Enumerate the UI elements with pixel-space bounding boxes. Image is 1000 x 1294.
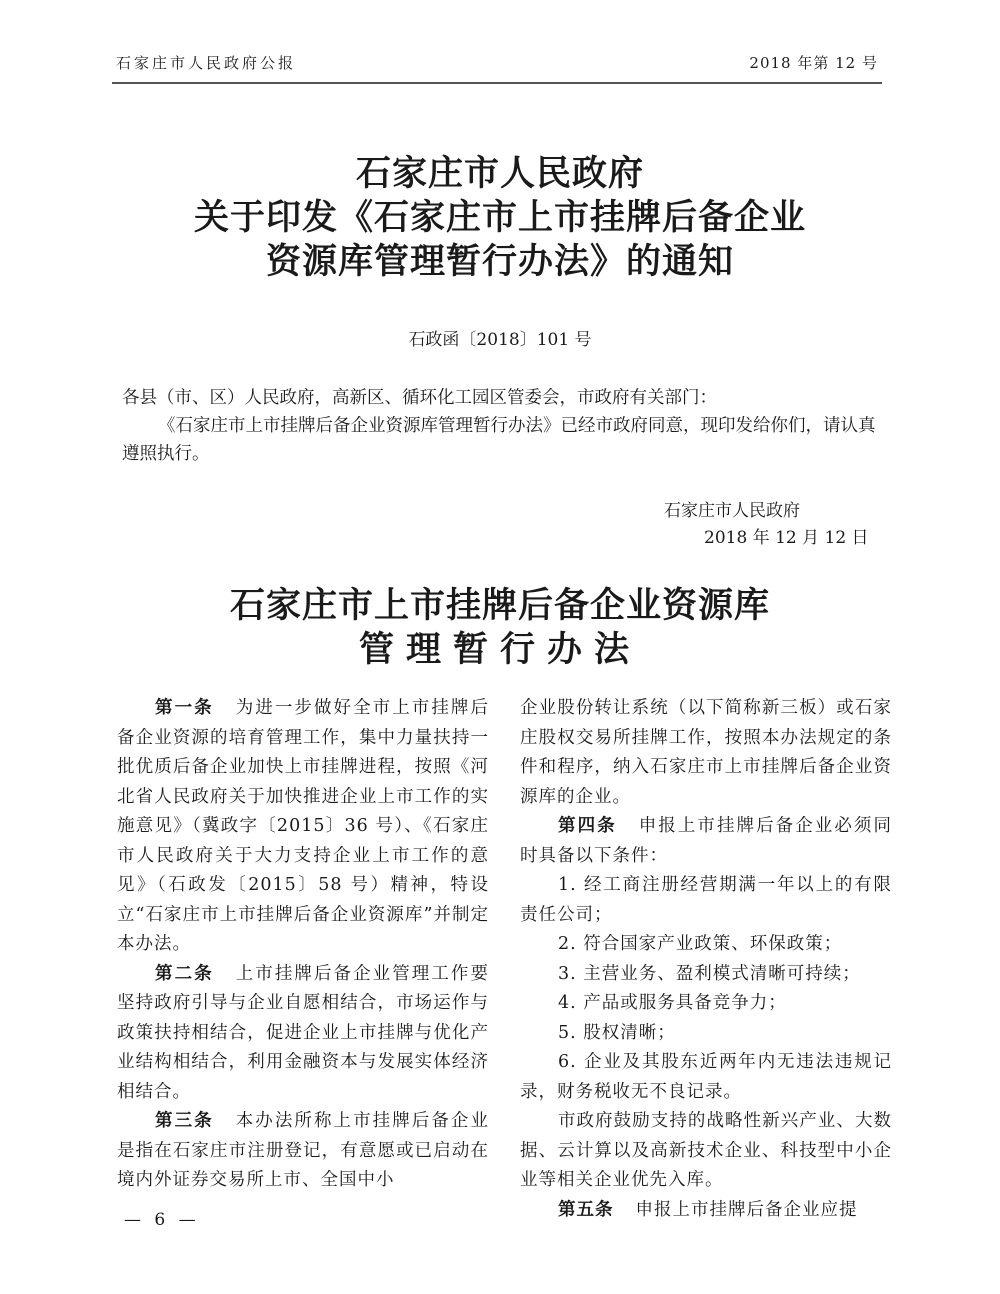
article-text: 申报上市挂牌后备企业必须同时具备以下条件： — [520, 816, 893, 866]
page-number: — 6 — — [124, 1210, 200, 1230]
article-label: 第三条 — [155, 1111, 214, 1131]
running-header — [112, 52, 882, 76]
publication-name: 石家庄市人民政府公报 — [116, 54, 297, 72]
document-number: 石政函〔2018〕101 号 — [408, 330, 592, 350]
measures-title-line: 管理暂行办法 — [358, 629, 641, 670]
article-label: 第二条 — [155, 963, 214, 984]
article-4 — [520, 812, 892, 871]
condition-item: 2. 符合国家产业政策、环保政策； — [558, 934, 843, 954]
issue-number: 2018 年第 12 号 — [749, 54, 878, 72]
article-text: 上市挂牌后备企业管理工作要坚持政府引导与企业自愿相结合，市场运作与政策扶持相结合，促进企业上市挂牌与优化产业结构相结合，利用金融资本与发展实体经济相结合。 — [117, 963, 490, 1102]
notice-title-line: 石家庄市人民政府 — [355, 153, 644, 194]
addressee: 各县（市、区）人民政府，高新区、循环化工园区管委会，市政府有关部门： — [122, 388, 717, 408]
article-label: 第一条 — [155, 698, 214, 718]
condition-item: 3. 主营业务、盈利模式清晰可持续； — [558, 963, 861, 984]
signature-org: 石家庄市人民政府 — [664, 501, 800, 521]
article-3 — [117, 1107, 489, 1196]
article-2 — [117, 960, 489, 1108]
article-text: 申报上市挂牌后备企业应提 — [635, 1199, 858, 1220]
notice-title — [0, 152, 1000, 284]
article-1 — [117, 694, 489, 960]
article-label: 第五条 — [558, 1199, 614, 1220]
left-column — [117, 694, 489, 1196]
condition-item: 6. 企业及其股东近两年内无违法违规记录，财务税收无不良记录。 — [520, 1052, 892, 1102]
notice-title-line: 资源库管理暂行办法》的通知 — [265, 241, 734, 282]
condition-item: 5. 股权清晰； — [558, 1022, 676, 1043]
condition-item: 1. 经工商注册经营期满一年以上的有限责任公司； — [520, 875, 892, 925]
notice-body: 《石家庄市上市挂牌后备企业资源库管理暂行办法》已经市政府同意，现印发给你们，请认真遵照执行。 — [122, 416, 876, 464]
measures-title — [0, 584, 1000, 672]
right-column — [520, 694, 892, 1225]
article-text: 本办法所称上市挂牌后备企业是指在石家庄市注册登记，有意愿或已启动在境内外证券交易所上市、全国中小 — [117, 1111, 490, 1190]
article-3-continuation: 企业股份转让系统（以下简称新三板）或石家庄股权交易所挂牌工作，按照本办法规定的条件和程序，纳入石家庄市上市挂牌后备企业资源库的企业。 — [520, 698, 892, 807]
article-label: 第四条 — [558, 816, 617, 836]
priority-paragraph: 市政府鼓励支持的战略性新兴产业、大数据、云计算以及高新技术企业、科技型中小企业等相关企业优先入库。 — [520, 1111, 892, 1190]
condition-item: 4. 产品或服务具备竞争力； — [558, 993, 787, 1013]
notice-title-line: 关于印发《石家庄市上市挂牌后备企业 — [193, 197, 806, 238]
header-divider — [112, 82, 882, 84]
signature-date: 2018 年 12 月 12 日 — [704, 528, 869, 548]
article-text: 为进一步做好全市上市挂牌后备企业资源的培育管理工作，集中力量扶持一批优质后备企业加快上市挂牌进程，按照《河北省人民政府关于加快推进企业上市工作的实施意见》（冀政字〔2015〕36 号）、《石家庄市人民政府关于大力支持企业上市工作的意见》（石政发〔2015〕58 号）精神，特设立“石家庄市上市挂牌后备企业资源库”并制定本办法。 — [117, 698, 490, 954]
article-5 — [520, 1196, 892, 1226]
measures-title-line: 石家庄市上市挂牌后备企业资源库 — [229, 585, 770, 626]
